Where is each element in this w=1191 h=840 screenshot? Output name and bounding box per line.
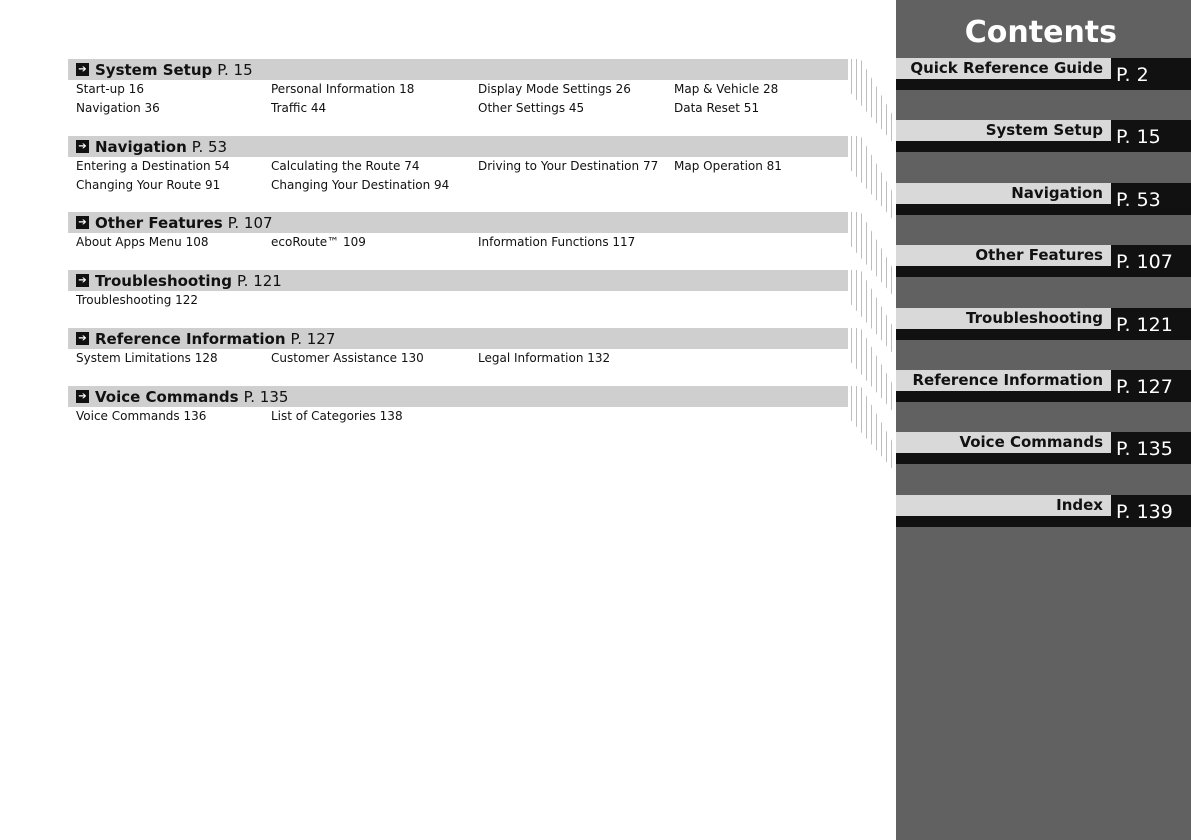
topic-link[interactable]: Customer Assistance 130 [271,351,424,365]
section-title: System Setup [95,60,213,79]
sidebar-item-index[interactable] [896,495,1191,527]
sidebar-item-quick-reference-guide[interactable] [896,58,1191,90]
sidebar-item-page[interactable]: P. 107 [1111,245,1191,277]
topic-link[interactable]: Personal Information 18 [271,82,415,96]
arrow-right-icon: ➔ [76,390,89,403]
topic-link[interactable]: Map Operation 81 [674,159,782,173]
topic-link[interactable]: Voice Commands 136 [76,409,207,423]
sidebar-item-reference-information[interactable] [896,370,1191,402]
section-title: Reference Information [95,329,286,348]
arrow-right-icon: ➔ [76,332,89,345]
section-voice-commands [68,386,848,426]
section-connector-tab [851,59,895,145]
section-troubleshooting [68,270,848,310]
arrow-right-icon: ➔ [76,63,89,76]
section-other-features [68,212,848,252]
sidebar-item-underbar [896,391,1111,402]
topic-row [68,176,848,195]
topic-link[interactable]: Entering a Destination 54 [76,159,230,173]
section-page[interactable]: P. 53 [191,137,228,156]
section-header[interactable] [68,59,848,80]
section-header[interactable] [68,386,848,407]
arrow-right-icon: ➔ [76,274,89,287]
section-header[interactable] [68,328,848,349]
topic-link[interactable]: Navigation 36 [76,100,160,115]
sidebar-item-underbar [896,141,1111,152]
topic-link[interactable]: Data Reset 51 [674,100,760,115]
topic-link[interactable]: List of Categories 138 [271,409,403,423]
topic-link[interactable]: About Apps Menu 108 [76,235,209,249]
arrow-right-icon: ➔ [76,140,89,153]
topic-row [68,80,848,99]
section-title: Other Features [95,213,223,232]
section-header[interactable] [68,136,848,157]
sidebar-item-underbar [896,516,1111,527]
section-title: Voice Commands [95,387,239,406]
sidebar-item-page[interactable]: P. 121 [1111,308,1191,340]
sidebar-item-underbar [896,329,1111,340]
topic-link[interactable]: Troubleshooting 122 [76,293,199,307]
topic-link[interactable]: Display Mode Settings 26 [478,82,631,96]
sidebar-item-label: Other Features [896,245,1111,266]
topic-link[interactable]: Map & Vehicle 28 [674,82,779,96]
arrow-right-icon: ➔ [76,216,89,229]
topic-link[interactable]: Changing Your Destination 94 [271,177,450,192]
contents-title: Contents [964,15,1117,50]
topic-link[interactable]: Start-up 16 [76,82,144,96]
section-page[interactable]: P. 127 [290,329,336,348]
sidebar-item-troubleshooting[interactable] [896,308,1191,340]
sidebar-item-label: System Setup [896,120,1111,141]
section-page[interactable]: P. 135 [243,387,289,406]
topic-link[interactable]: Driving to Your Destination 77 [478,159,659,173]
topic-row [68,157,848,176]
sidebar-item-label: Index [896,495,1111,516]
sidebar-item-page[interactable]: P. 139 [1111,495,1191,527]
sidebar-item-system-setup[interactable] [896,120,1191,152]
contents-sidebar [896,0,1191,840]
sidebar-item-label: Navigation [896,183,1111,204]
sidebar-item-navigation[interactable] [896,183,1191,215]
sidebar-item-page[interactable]: P. 127 [1111,370,1191,402]
section-title: Navigation [95,137,187,156]
sidebar-item-page[interactable]: P. 53 [1111,183,1191,215]
topic-row [68,349,848,368]
sidebar-item-other-features[interactable] [896,245,1191,277]
section-reference-information [68,328,848,368]
section-title: Troubleshooting [95,271,232,290]
topic-link[interactable]: ecoRoute™ 109 [271,235,366,249]
section-navigation [68,136,848,194]
topic-link[interactable]: System Limitations 128 [76,351,218,365]
section-connector-tab [851,136,895,222]
topic-row [68,233,848,252]
section-page[interactable]: P. 107 [227,213,273,232]
section-page[interactable]: P. 121 [236,271,282,290]
topic-link[interactable]: Information Functions 117 [478,235,636,249]
sidebar-item-voice-commands[interactable] [896,432,1191,464]
topic-row [68,407,848,426]
sidebar-item-label: Troubleshooting [896,308,1111,329]
section-header[interactable] [68,270,848,291]
sidebar-item-underbar [896,79,1111,90]
topic-link[interactable]: Calculating the Route 74 [271,159,420,173]
sidebar-item-page[interactable]: P. 2 [1111,58,1191,90]
sidebar-item-label: Quick Reference Guide [896,58,1111,79]
topic-row [68,291,848,310]
sidebar-item-label: Voice Commands [896,432,1111,453]
topic-link[interactable]: Legal Information 132 [478,351,611,365]
sidebar-item-underbar [896,204,1111,215]
section-header[interactable] [68,212,848,233]
section-page[interactable]: P. 15 [217,60,253,79]
sidebar-item-underbar [896,453,1111,464]
topic-link[interactable]: Other Settings 45 [478,100,585,115]
section-system-setup [68,59,848,117]
sidebar-item-page[interactable]: P. 15 [1111,120,1191,152]
topic-link[interactable]: Traffic 44 [271,100,327,115]
topic-link[interactable]: Changing Your Route 91 [76,177,221,192]
topic-row [68,99,848,118]
sidebar-item-page[interactable]: P. 135 [1111,432,1191,464]
sidebar-item-label: Reference Information [896,370,1111,391]
sidebar-item-underbar [896,266,1111,277]
